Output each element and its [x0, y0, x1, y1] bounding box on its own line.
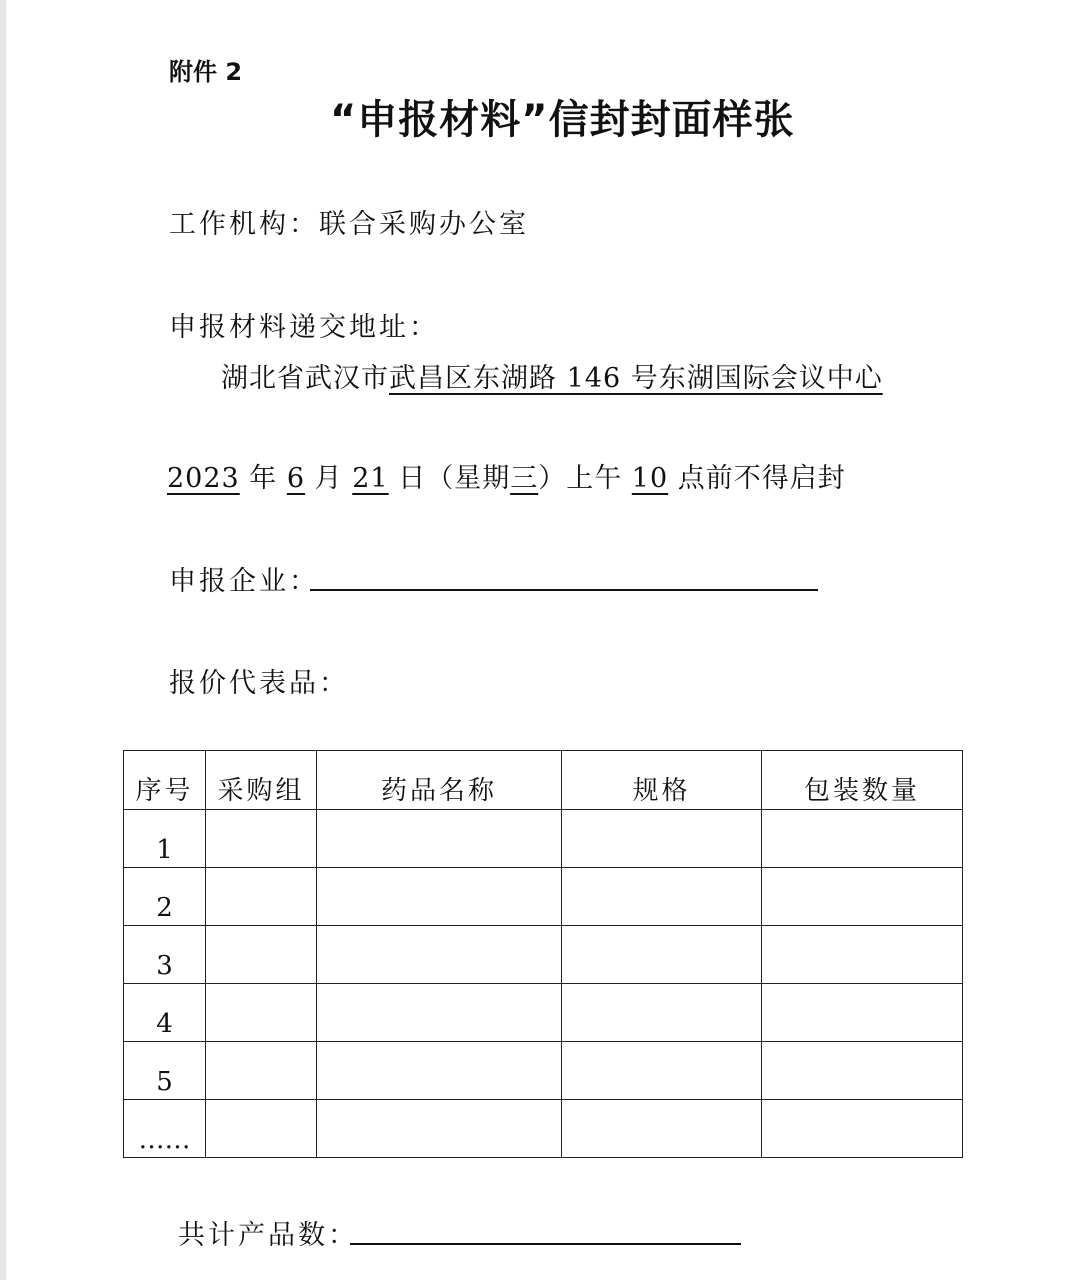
deadline-suffix: 点前不得启封 — [668, 463, 846, 494]
table-cell[interactable] — [762, 868, 963, 926]
table-cell[interactable] — [317, 810, 562, 868]
table-cell[interactable] — [317, 984, 562, 1042]
table-cell-seq: 3 — [124, 926, 206, 984]
deadline-after-weekday: ）上午 — [538, 463, 632, 494]
deadline-line — [167, 456, 846, 495]
table-row — [124, 926, 963, 984]
table-cell[interactable] — [762, 926, 963, 984]
deadline-month: 6 — [286, 463, 306, 494]
table-cell[interactable] — [762, 810, 963, 868]
table-cell[interactable] — [206, 810, 317, 868]
deadline-hour: 10 — [631, 463, 669, 494]
attachment-label: 附件 2 — [169, 58, 243, 86]
address-line — [221, 356, 883, 395]
deadline-day-unit: 日（星期 — [388, 463, 511, 494]
address-prefix: 湖北省武汉市 — [221, 363, 389, 394]
table-cell[interactable] — [206, 1100, 317, 1158]
table-cell-seq: 2 — [124, 868, 206, 926]
table-cell-seq: 4 — [124, 984, 206, 1042]
table-cell[interactable] — [762, 1042, 963, 1100]
table-header-row — [124, 751, 963, 810]
table-cell[interactable] — [762, 984, 963, 1042]
table-row — [124, 1100, 963, 1158]
table-cell[interactable] — [317, 868, 562, 926]
header-group: 采购组 — [206, 751, 317, 810]
table-cell[interactable] — [206, 1042, 317, 1100]
header-seq: 序号 — [124, 751, 206, 810]
table-row — [124, 984, 963, 1042]
deadline-weekday: 三 — [510, 463, 539, 494]
deadline-day: 21 — [352, 463, 389, 494]
table-cell[interactable] — [317, 1042, 562, 1100]
table-cell[interactable] — [562, 926, 762, 984]
agency-value: 联合采购办公室 — [319, 209, 529, 240]
table-cell[interactable] — [317, 926, 562, 984]
table-cell[interactable] — [317, 1100, 562, 1158]
applicant-label: 申报企业： — [169, 566, 319, 597]
table-cell[interactable] — [206, 926, 317, 984]
table-cell[interactable] — [206, 868, 317, 926]
product-table — [123, 750, 963, 1158]
table-cell[interactable] — [562, 868, 762, 926]
header-spec: 规格 — [562, 751, 762, 810]
document-page — [6, 0, 1080, 1280]
total-label: 共计产品数： — [178, 1220, 358, 1251]
header-package-qty: 包装数量 — [762, 751, 963, 810]
table-cell[interactable] — [762, 1100, 963, 1158]
applicant-blank-line[interactable] — [310, 589, 818, 591]
agency-line — [169, 202, 529, 241]
address-label: 申报材料递交地址： — [169, 312, 439, 343]
table-cell[interactable] — [562, 1100, 762, 1158]
deadline-month-unit: 月 — [305, 463, 353, 494]
table-cell-seq: 1 — [124, 810, 206, 868]
agency-label: 工作机构： — [169, 209, 319, 240]
table-cell[interactable] — [206, 984, 317, 1042]
table-cell[interactable] — [562, 810, 762, 868]
table-cell[interactable] — [562, 984, 762, 1042]
page-title: “申报材料”信封封面样张 — [330, 97, 795, 143]
table-cell-seq: …… — [124, 1100, 206, 1158]
table-cell[interactable] — [562, 1042, 762, 1100]
total-blank-line[interactable] — [350, 1243, 741, 1245]
table-row — [124, 1042, 963, 1100]
address-underlined: 武昌区东湖路 146 号东湖国际会议中心 — [389, 363, 883, 394]
deadline-year-unit: 年 — [239, 463, 287, 494]
table-cell-seq: 5 — [124, 1042, 206, 1100]
table-row — [124, 868, 963, 926]
table-row — [124, 810, 963, 868]
header-drug-name: 药品名称 — [317, 751, 562, 810]
quote-rep-label: 报价代表品： — [169, 668, 349, 699]
deadline-year: 2023 — [167, 463, 240, 494]
